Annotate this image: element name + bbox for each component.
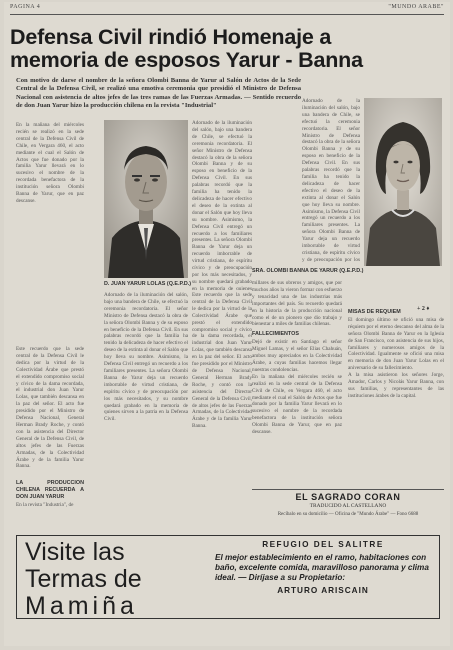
ad-refugio-body: El mejor establecimiento en el ramo, habitaciones con baño, excelente comida, maravilloso panorama y clima ideal. — Diríjase a su Propietario: bbox=[215, 553, 429, 582]
ad-left-line-1: Visite las bbox=[25, 538, 125, 566]
newspaper-page bbox=[4, 2, 450, 646]
fallecimientos-text: Dejó de existir en Santiago el señor Miguel Lamas, y el señor Elias Chahuán, ambos muy apreciados en la Colectividad Árabe, a cuyas familias hacemos llegar nuestras condolencias. bbox=[252, 339, 342, 373]
headline bbox=[10, 26, 446, 72]
coran-rule bbox=[252, 489, 444, 490]
ad-left-block bbox=[25, 539, 211, 620]
column-1-end bbox=[16, 477, 84, 525]
ad-sagrado-coran bbox=[252, 492, 444, 530]
lead-paragraph: Con motivo de darse el nombre de la señora Olombi Banna de Yarur al Salón de Actos de la Sede Central de la Defensa Civil, se realizó una emotiva ceremonia que presidió el Ministro de Defensa Nacional con asistencia de altos jefes de las tres ramas de las Fuerzas Armadas. — Sentido recuerdo de don Juan Yarur hizo la producción chilena en la revista "Industrial" bbox=[16, 77, 301, 110]
ornament-symbol: + 2 ♦ bbox=[417, 306, 430, 312]
photo-juan-yarur bbox=[104, 120, 188, 278]
column-6 bbox=[348, 306, 444, 486]
column-4-top: Adornado de la iluminación del salón, bajo una bandera de Chile, se efectuó la ceremonia recordatoria. El señor Ministro de Defensa destacó la obra de la señora Olombi Banna y de su esposo en beneficio de la Defensa Civil. En sus palabras recordó que la familia ha tenido la delicadeza de hacer efectivo el deseo de la extinta al donar el Salón que hoy lleva su nombre. Asimismo, la Defensa Civil entregó un recuerdo a los familiares presentes. La señora Olombi Banna de Yarur deja un recuerdo imborrable de virtud cristiana, de espíritu cívico y de preocupación por los bbox=[302, 98, 360, 263]
column-5 bbox=[252, 280, 342, 486]
magazine-name: "MUNDO ARABE" bbox=[388, 4, 444, 10]
coran-title: EL SAGRADO CORAN bbox=[295, 492, 401, 502]
page-number: PAGINA 4 bbox=[10, 4, 41, 10]
column-3-top: Adornado de la iluminación del salón, bajo una bandera de Chile, se efectuó la ceremonia recordatoria. El señor Ministro de Defensa destacó la obra de la señora Olombi Banna y de su esposo en beneficio de la Defensa Civil. En sus palabras recordó que la familia ha tenido la delicadeza de hacer efectivo el deseo de la extinta al donar el Salón que hoy lleva su nombre. Asimismo, la Defensa Civil entregó un recuerdo a los familiares presentes. La señora Olombi Banna de Yarur deja un recuerdo imborrable de virtud cristiana, de espíritu cívico y de preocupación por los más necesitados, y su nombre quedará grabado en la memoria de quienes bbox=[192, 120, 252, 290]
coran-line: Recíbalo en su domicilio — Oficina de "Mundo Árabe" — Fono 6688 bbox=[277, 512, 419, 517]
ad-refugio-title: REFUGIO DEL SALITRE bbox=[262, 540, 384, 549]
photo-olombi-banna bbox=[364, 98, 442, 266]
ad-left-line-3: Mamiña bbox=[25, 592, 138, 620]
ad-refugio-owner: ARTURO ARISCAIN bbox=[277, 586, 369, 595]
column-5-body: millares de sus obreros y amigos, que por muchos años la vieron formar con esfuerzo y tenacidad una de las industrias más importantes del país. Su recuerdo quedará en la historia de la producción nacional como el de un pionero que dio trabajo y bienestar a miles de familias chilenas. bbox=[252, 280, 342, 328]
headline-line-2: memoria de esposos Yarur - Banna bbox=[10, 48, 363, 72]
col1-subhead: LA PRODUCCION CHILENA RECUERDA A DON JUAN YARUR bbox=[16, 480, 84, 500]
ad-termas-mamina bbox=[16, 535, 440, 619]
misas-tail: A la misa asistieron los señores Jorge, Amador, Carlos y Nicolás Yarur Banna, con sus familias, y representantes de las instituciones árabes de la capital. bbox=[348, 372, 444, 399]
column-5-more: En la mañana del miércoles recién se realizó en la sede central de la Defensa Civil de Chile, en Vergara 460, el acto mediante el cual el Salón de Actos que fue donado por la familia Yarur llevará en lo sucesivo el nombre de la recordada benefactora de la institución señora Olombi Banna de Yarur, que en paz descanse. bbox=[252, 373, 342, 436]
ad-left-line-2: Termas de bbox=[25, 565, 142, 593]
misas-subhead: MISAS DE REQUIEM bbox=[348, 309, 401, 315]
header-rule bbox=[10, 14, 444, 15]
misas-text: El domingo último se ofició una misa de réquiem por el eterno descanso del alma de la señora Olombi Banna de Yarur en la Iglesia de San Francisco, con asistencia de sus hijos, familiares y numerosos amigos de la Colectividad. Igualmente se ofició una misa en memoria de don Juan Yarur Lolas en el aniversario de su fallecimiento. bbox=[348, 316, 444, 372]
fallecimientos-subhead: FALLECIMIENTOS bbox=[252, 331, 299, 338]
column-1-top: En la mañana del miércoles recién se realizó en la sede central de la Defensa Civil de Chile, en Vergara 460, el acto mediante el cual el Salón de Actos que fue donado por la familia Yarur llevará en lo sucesivo el nombre de la recordada benefactora de la institución señora Olombi Banna de Yarur, que en paz descanse. bbox=[16, 122, 84, 204]
column-2: Adornado de la iluminación del salón, bajo una bandera de Chile, se efectuó la ceremonia recordatoria. El señor Ministro de Defensa destacó la obra de la señora Olombi Banna y de su esposo en beneficio de la Defensa Civil. En sus palabras recordó que la familia ha tenido la delicadeza de hacer efectivo el deseo de la extinta al donar el Salón que hoy lleva su nombre. Asimismo, la Defensa Civil entregó un recuerdo a los familiares presentes. La señora Olombi Banna de Yarur deja un recuerdo imborrable de virtud cristiana, de espíritu cívico y de preocupación por los más necesitados, y su nombre quedará grabado en la memoria de quienes sirven a la patria en la Defensa Civil. bbox=[104, 292, 188, 423]
headline-line-1: Defensa Civil rindió Homenaje a bbox=[10, 25, 332, 49]
caption-olombi-banna: SRA. OLOMBI BANNA DE YARUR (Q.E.P.D.) bbox=[252, 268, 364, 274]
column-3-bottom: Este recuerdo que la sede central de la Defensa Civil le dedica por la virtud de la Colectividad Árabe que prestó el extendido compromiso social y cívico de la dama recordada, el industrial don Juan Yarur Lolas, que también descansa en la paz del señor. El acto fue presidido por el Ministro de Defensa Nacional, General Herman Brady Roche, y contó con la asistencia del Director General de la Defensa Civil, de altos jefes de las Fuerzas Armadas, de la Colectividad Árabe y de la familia Yarur Banna. bbox=[192, 292, 252, 430]
running-head bbox=[10, 4, 444, 14]
col1-tail: En la revista "Industria", de bbox=[16, 501, 74, 508]
caption-juan-yarur: D. JUAN YARUR LOLAS (Q.E.P.D.) bbox=[104, 281, 192, 287]
coran-subtitle: TRADUCIDO AL CASTELLANO bbox=[309, 503, 387, 509]
column-1-body: Este recuerdo que la sede central de la Defensa Civil le dedica por la virtud de la Colectividad Árabe que prestó el extendido compromiso social y cívico de la dama recordada, el industrial don Juan Yarur Lolas, que también descansa en la paz del señor. El acto fue presidido por el Ministro de Defensa Nacional, General Herman Brady Roche, y contó con la asistencia del Director General de la Defensa Civil, de altos jefes de las Fuerzas Armadas, de la Colectividad Árabe y de la familia Yarur Banna. bbox=[16, 346, 84, 470]
ad-right-block bbox=[215, 540, 431, 595]
